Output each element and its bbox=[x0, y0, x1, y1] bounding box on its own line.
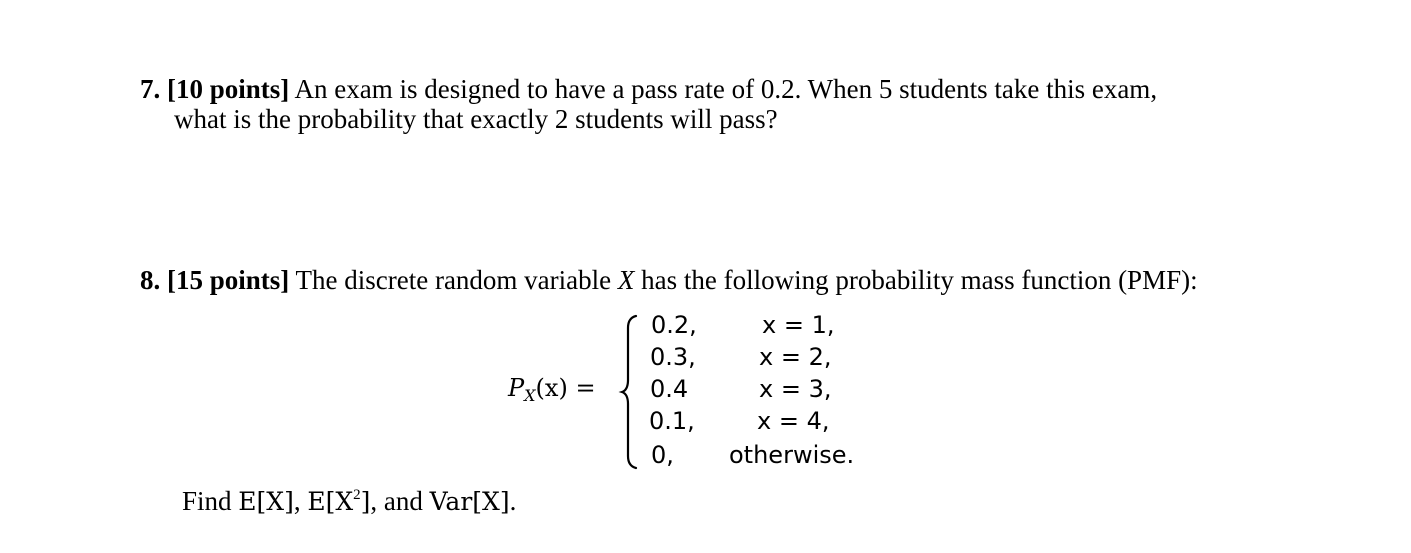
question-7-text-line1: An exam is designed to have a pass rate of 0.2. When 5 students take this exam, bbox=[289, 74, 1158, 104]
pmf-row-condition: x = 3, bbox=[759, 375, 832, 403]
pmf-lhs bbox=[508, 374, 596, 405]
question-7-points: [10 points] bbox=[167, 74, 290, 104]
question-7 bbox=[140, 74, 1157, 104]
find-end: . bbox=[509, 486, 517, 516]
question-8-points: [15 points] bbox=[167, 265, 290, 295]
question-8-intro-a: The discrete random variable bbox=[289, 265, 618, 295]
pmf-brace bbox=[618, 314, 640, 470]
pmf-row-value: 0, bbox=[651, 441, 674, 469]
pmf-lhs-p: P bbox=[508, 374, 525, 402]
pmf-row-value: 0.2, bbox=[651, 311, 697, 339]
find-second-moment-base: E[X bbox=[307, 487, 354, 516]
find-second-moment-close: ] bbox=[360, 487, 371, 516]
question-7-line2 bbox=[174, 104, 778, 134]
find-prefix: Find bbox=[182, 486, 239, 516]
pmf-row-value: 0.4 bbox=[650, 375, 689, 403]
question-8-number: 8. bbox=[140, 265, 161, 295]
question-7-number: 7. bbox=[140, 74, 161, 104]
pmf-row-condition: x = 4, bbox=[757, 407, 830, 435]
pmf-row-value: 0.3, bbox=[650, 343, 696, 371]
find-variance: Var[X] bbox=[429, 487, 510, 516]
pmf-lhs-rest: (x) = bbox=[535, 374, 596, 402]
pmf-lhs-sub: X bbox=[524, 386, 536, 405]
question-8-intro-b: has the following probability mass function (PMF): bbox=[634, 265, 1198, 295]
question-8-var: X bbox=[617, 265, 635, 295]
find-sep2: , and bbox=[370, 486, 430, 516]
pmf-row-condition: x = 1, bbox=[762, 311, 835, 339]
find-second-moment-exp: 2 bbox=[353, 487, 361, 503]
pmf-row-condition: x = 2, bbox=[759, 343, 832, 371]
find-expectation: E[X] bbox=[238, 487, 294, 516]
question-8 bbox=[140, 265, 1198, 295]
question-7-text-line2: what is the probability that exactly 2 students will pass? bbox=[174, 104, 778, 134]
question-8-find bbox=[182, 486, 516, 517]
pmf-row-condition: otherwise. bbox=[729, 441, 855, 469]
pmf-row-value: 0.1, bbox=[649, 407, 695, 435]
find-sep1: , bbox=[293, 486, 308, 516]
